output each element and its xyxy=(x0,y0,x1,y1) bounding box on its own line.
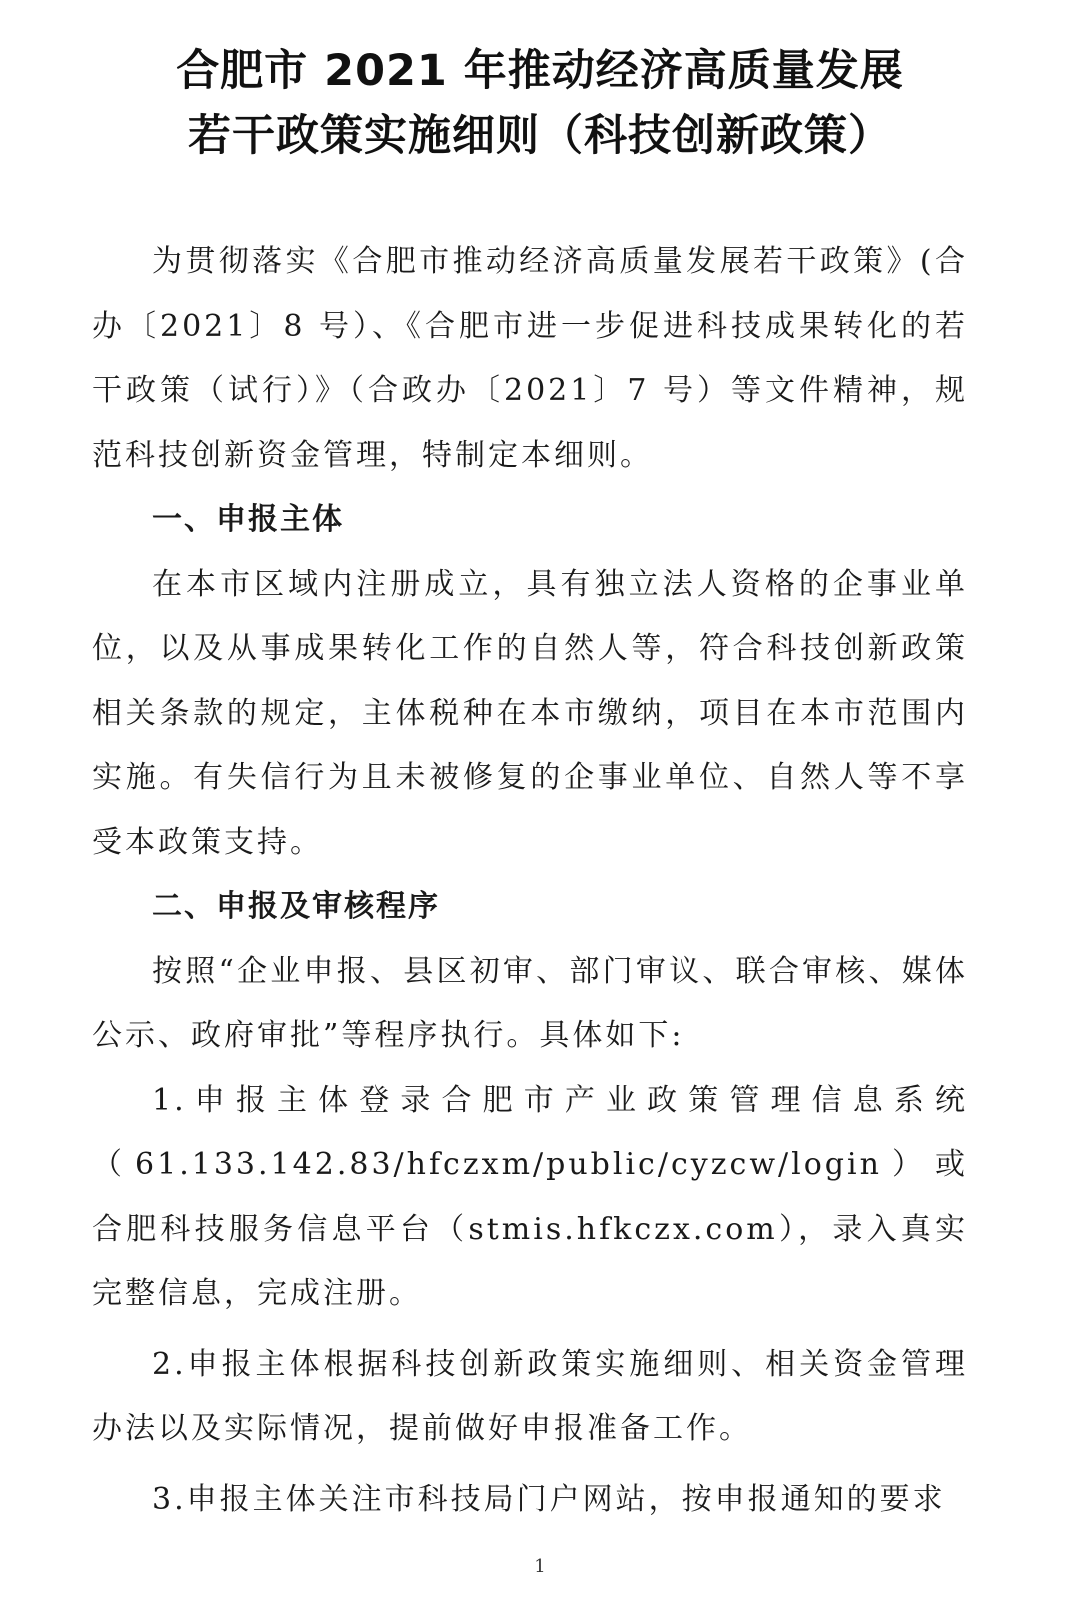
section-2-paragraph: 按照“企业申报、县区初审、部门审议、联合审核、媒体公示、政府审批”等程序执行。具体如下: xyxy=(92,953,968,1053)
document-title-line-1: 合肥市 2021 年推动经济高质量发展 xyxy=(176,46,904,96)
section-1-paragraph: 在本市区域内注册成立，具有独立法人资格的企事业单位，以及从事成果转化工作的自然人等，符合科技创新政策相关条款的规定，主体税种在本市缴纳，项目在本市范围内实施。有失信行为且未被修复的企事业单位、自然人等不享受本政策支持。 xyxy=(92,566,968,860)
list-item-2: 2.申报主体根据科技创新政策实施细则、相关资金管理办法以及实际情况，提前做好申报准备工作。 xyxy=(92,1346,968,1446)
list-item-1: 1.申报主体登录合肥市产业政策管理信息系统（61.133.142.83/hfczxm/public/cyzcw/login）或合肥科技服务信息平台（stmis.hfkczx.com），录入真实完整信息，完成注册。 xyxy=(92,1082,968,1311)
document-title-line-2: 若干政策实施细则（科技创新政策） xyxy=(188,111,892,161)
document-body xyxy=(92,230,968,1532)
section-2-heading: 二、申报及审核程序 xyxy=(152,889,440,924)
page-number: 1 xyxy=(534,1556,546,1577)
intro-paragraph: 为贯彻落实《合肥市推动经济高质量发展若干政策》(合办〔2021〕8 号）、《合肥市进一步促进科技成果转化的若干政策（试行）》（合政办〔2021〕7 号）等文件精神，规范科技创新资金管理，特制定本细则。 xyxy=(92,244,968,473)
section-1-heading: 一、申报主体 xyxy=(152,502,344,537)
list-item-3: 3.申报主体关注市科技局门户网站，按申报通知的要求 xyxy=(152,1481,946,1517)
